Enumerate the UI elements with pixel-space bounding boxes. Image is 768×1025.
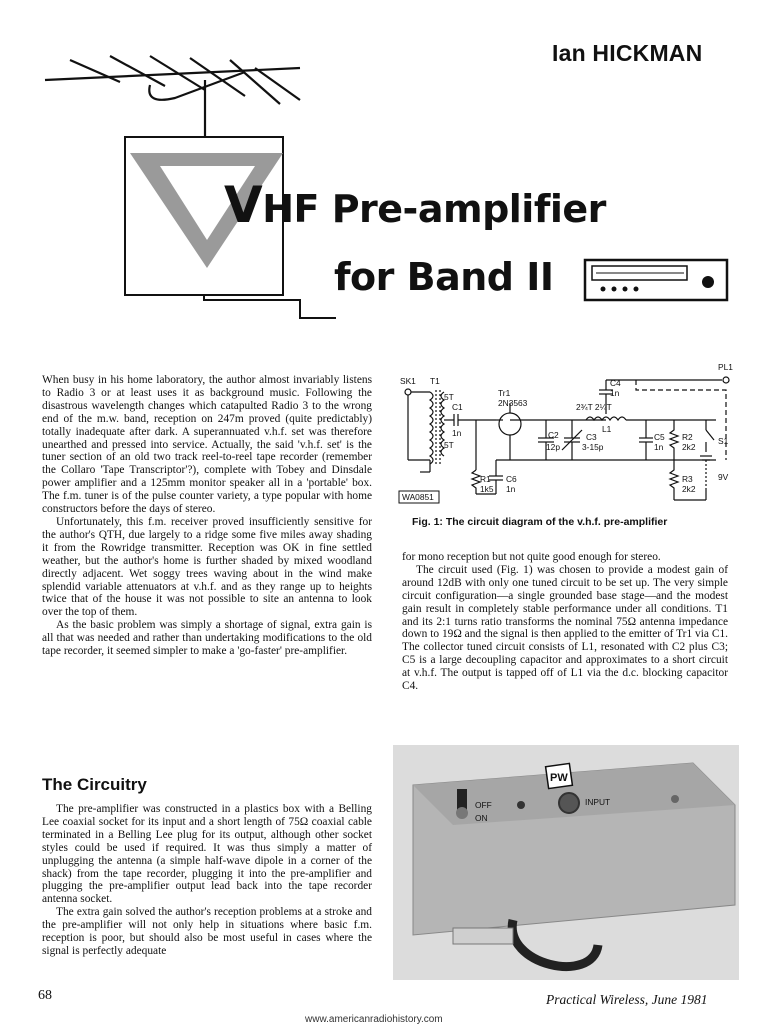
antenna-icon <box>45 56 300 137</box>
label-t1-bot: 5T <box>444 440 454 450</box>
label-l1-taps: 2¾T 2¼T <box>576 402 612 412</box>
label-c4: C4 <box>610 378 621 388</box>
photo-label-input: INPUT <box>585 797 611 807</box>
label-batt: 9V <box>718 472 729 482</box>
label-r1-val: 1k5 <box>480 484 494 494</box>
label-ref: WA0851 <box>402 492 434 502</box>
radio-icon <box>585 260 727 300</box>
article-title <box>224 176 606 234</box>
label-c1-val: 1n <box>452 428 462 438</box>
paragraph: As the basic problem was simply a shortage of signal, extra gain is all that was needed and rather than undertaking modifications to the old tape recorder, it seemed simpler to make a 'go-faster' pre-amplifier. <box>42 619 372 658</box>
label-c1: C1 <box>452 402 463 412</box>
journal-name: Practical Wireless, June 1981 <box>546 992 708 1007</box>
paragraph: Unfortunately, this f.m. receiver proved insufficiently sensitive for the author's QTH, due largely to a ridge some five miles away shading it from the Rowridge transmitter. Reception was OK in fine settled weather, but the author's home is further shaded by mixed woodland directly adjacent. Wet soggy trees waving about in the wind make splendid variable attenuators at v.h.f. and as they range up to heights twice that of the house it was not possible to site an antenna to look over the top of them. <box>42 515 372 619</box>
label-sk1: SK1 <box>400 376 416 386</box>
article-subtitle: for Band II <box>334 255 554 299</box>
label-tr1-type: 2N3563 <box>498 398 528 408</box>
circuit-description <box>402 551 728 693</box>
label-c2: C2 <box>548 430 559 440</box>
photo-label-on: ON <box>475 813 488 823</box>
cable-line <box>204 295 336 318</box>
label-t1: T1 <box>430 376 440 386</box>
input-socket-icon <box>559 793 579 813</box>
section-heading: The Circuitry <box>42 775 147 794</box>
label-pl1: PL1 <box>718 362 733 372</box>
intro-text <box>42 374 372 658</box>
paragraph: When busy in his home laboratory, the author almost invariably listens to Radio 3 or at least uses it as background music. Following the disastrous wavelength changes which catapulted Radio 3 to the wrong end of the m.w. band, reception on 247m proved (quite predictably) totally inadequate after dark. A superannuated v.h.f. set was therefore unearthed and pressed into service. Actually, the said 'v.h.f. set' is the tuner section of an old two track reel-to-reel tape recorder (remember the Collaro 'Tape Transcriptor'?), complete with Tobey and Dinsdale power amplifier and a 125mm monitor speaker all in a 'portable' box. The f.m. tuner is of the pulse counter variety, a type popular with home constructors before the days of stereo. <box>42 374 372 516</box>
label-c4-val: 1n <box>610 388 620 398</box>
label-t1-top: 5T <box>444 392 454 402</box>
label-r3: R3 <box>682 474 693 484</box>
author-name: Ian HICKMAN <box>552 40 703 66</box>
label-c5: C5 <box>654 432 665 442</box>
label-r1: R1 <box>480 474 491 484</box>
label-l1: L1 <box>602 424 612 434</box>
circuit-labels <box>399 362 733 503</box>
label-r2-val: 2k2 <box>682 442 696 452</box>
paragraph: The circuit used (Fig. 1) was chosen to provide a modest gain of around 12dB with only one tuned circuit to be set up. The very simple circuit configuration—a single grounded base stage—and the modest gain result in completely stable performance under all conditions. T1 and its 2:1 turns ratio transforms the nominal 75Ω antenna impedance down to 19Ω and the signal is then applied to the emitter of Tr1 via C1. The collector tuned circuit consists of L1, resonated with C2 plus C3; C5 is a large decoupling capacitor and approximates to a short circuit at v.h.f. The output is tapped off of L1 via the d.c. blocking capacitor C4. <box>402 563 728 693</box>
title-initial: V <box>224 176 263 234</box>
paragraph: The extra gain solved the author's reception problems at a stroke and the pre-amplifier will not only help in situations where basic f.m. reception is poor, but should also be most useful in cases where the signal is perfectly adequate <box>42 906 372 957</box>
page-number: 68 <box>38 988 52 1003</box>
circuit-diagram <box>396 360 742 512</box>
paragraph: The pre-amplifier was constructed in a plastics box with a Belling Lee coaxial socket for its input and a short length of 75Ω coaxial cable terminated in a Belling Lee plug for its output, although other socket styles could be used if required. It was thus simply a matter of unplugging the antenna (a simple half-wave dipole in a corner of the shack) from the tape recorder, plugging it into the pre-amplifier and plugging the pre-amplifier output lead back into the tape recorder antenna socket. <box>42 803 372 906</box>
coax-plug-icon <box>453 928 513 944</box>
label-c6: C6 <box>506 474 517 484</box>
label-c3: C3 <box>586 432 597 442</box>
label-c6-val: 1n <box>506 484 516 494</box>
pw-logo: PW <box>550 772 568 784</box>
title-text: HF Pre-amplifier <box>262 187 606 231</box>
photo-label-off: OFF <box>475 800 492 810</box>
paragraph: for mono reception but not quite good enough for stereo. <box>402 551 661 563</box>
footer-url: www.americanradiohistory.com <box>305 1014 443 1025</box>
label-c2-val: 12p <box>546 442 560 452</box>
figure-caption: Fig. 1: The circuit diagram of the v.h.f. pre-amplifier <box>412 516 668 528</box>
label-c5-val: 1n <box>654 442 664 452</box>
circuitry-text <box>42 803 372 958</box>
label-s1: S1 <box>718 436 729 446</box>
preamp-photo <box>393 745 739 980</box>
preamp-photo-drawing <box>393 745 739 980</box>
label-r2: R2 <box>682 432 693 442</box>
label-tr1: Tr1 <box>498 388 511 398</box>
label-r3-val: 2k2 <box>682 484 696 494</box>
label-c3-val: 3-15p <box>582 442 604 452</box>
